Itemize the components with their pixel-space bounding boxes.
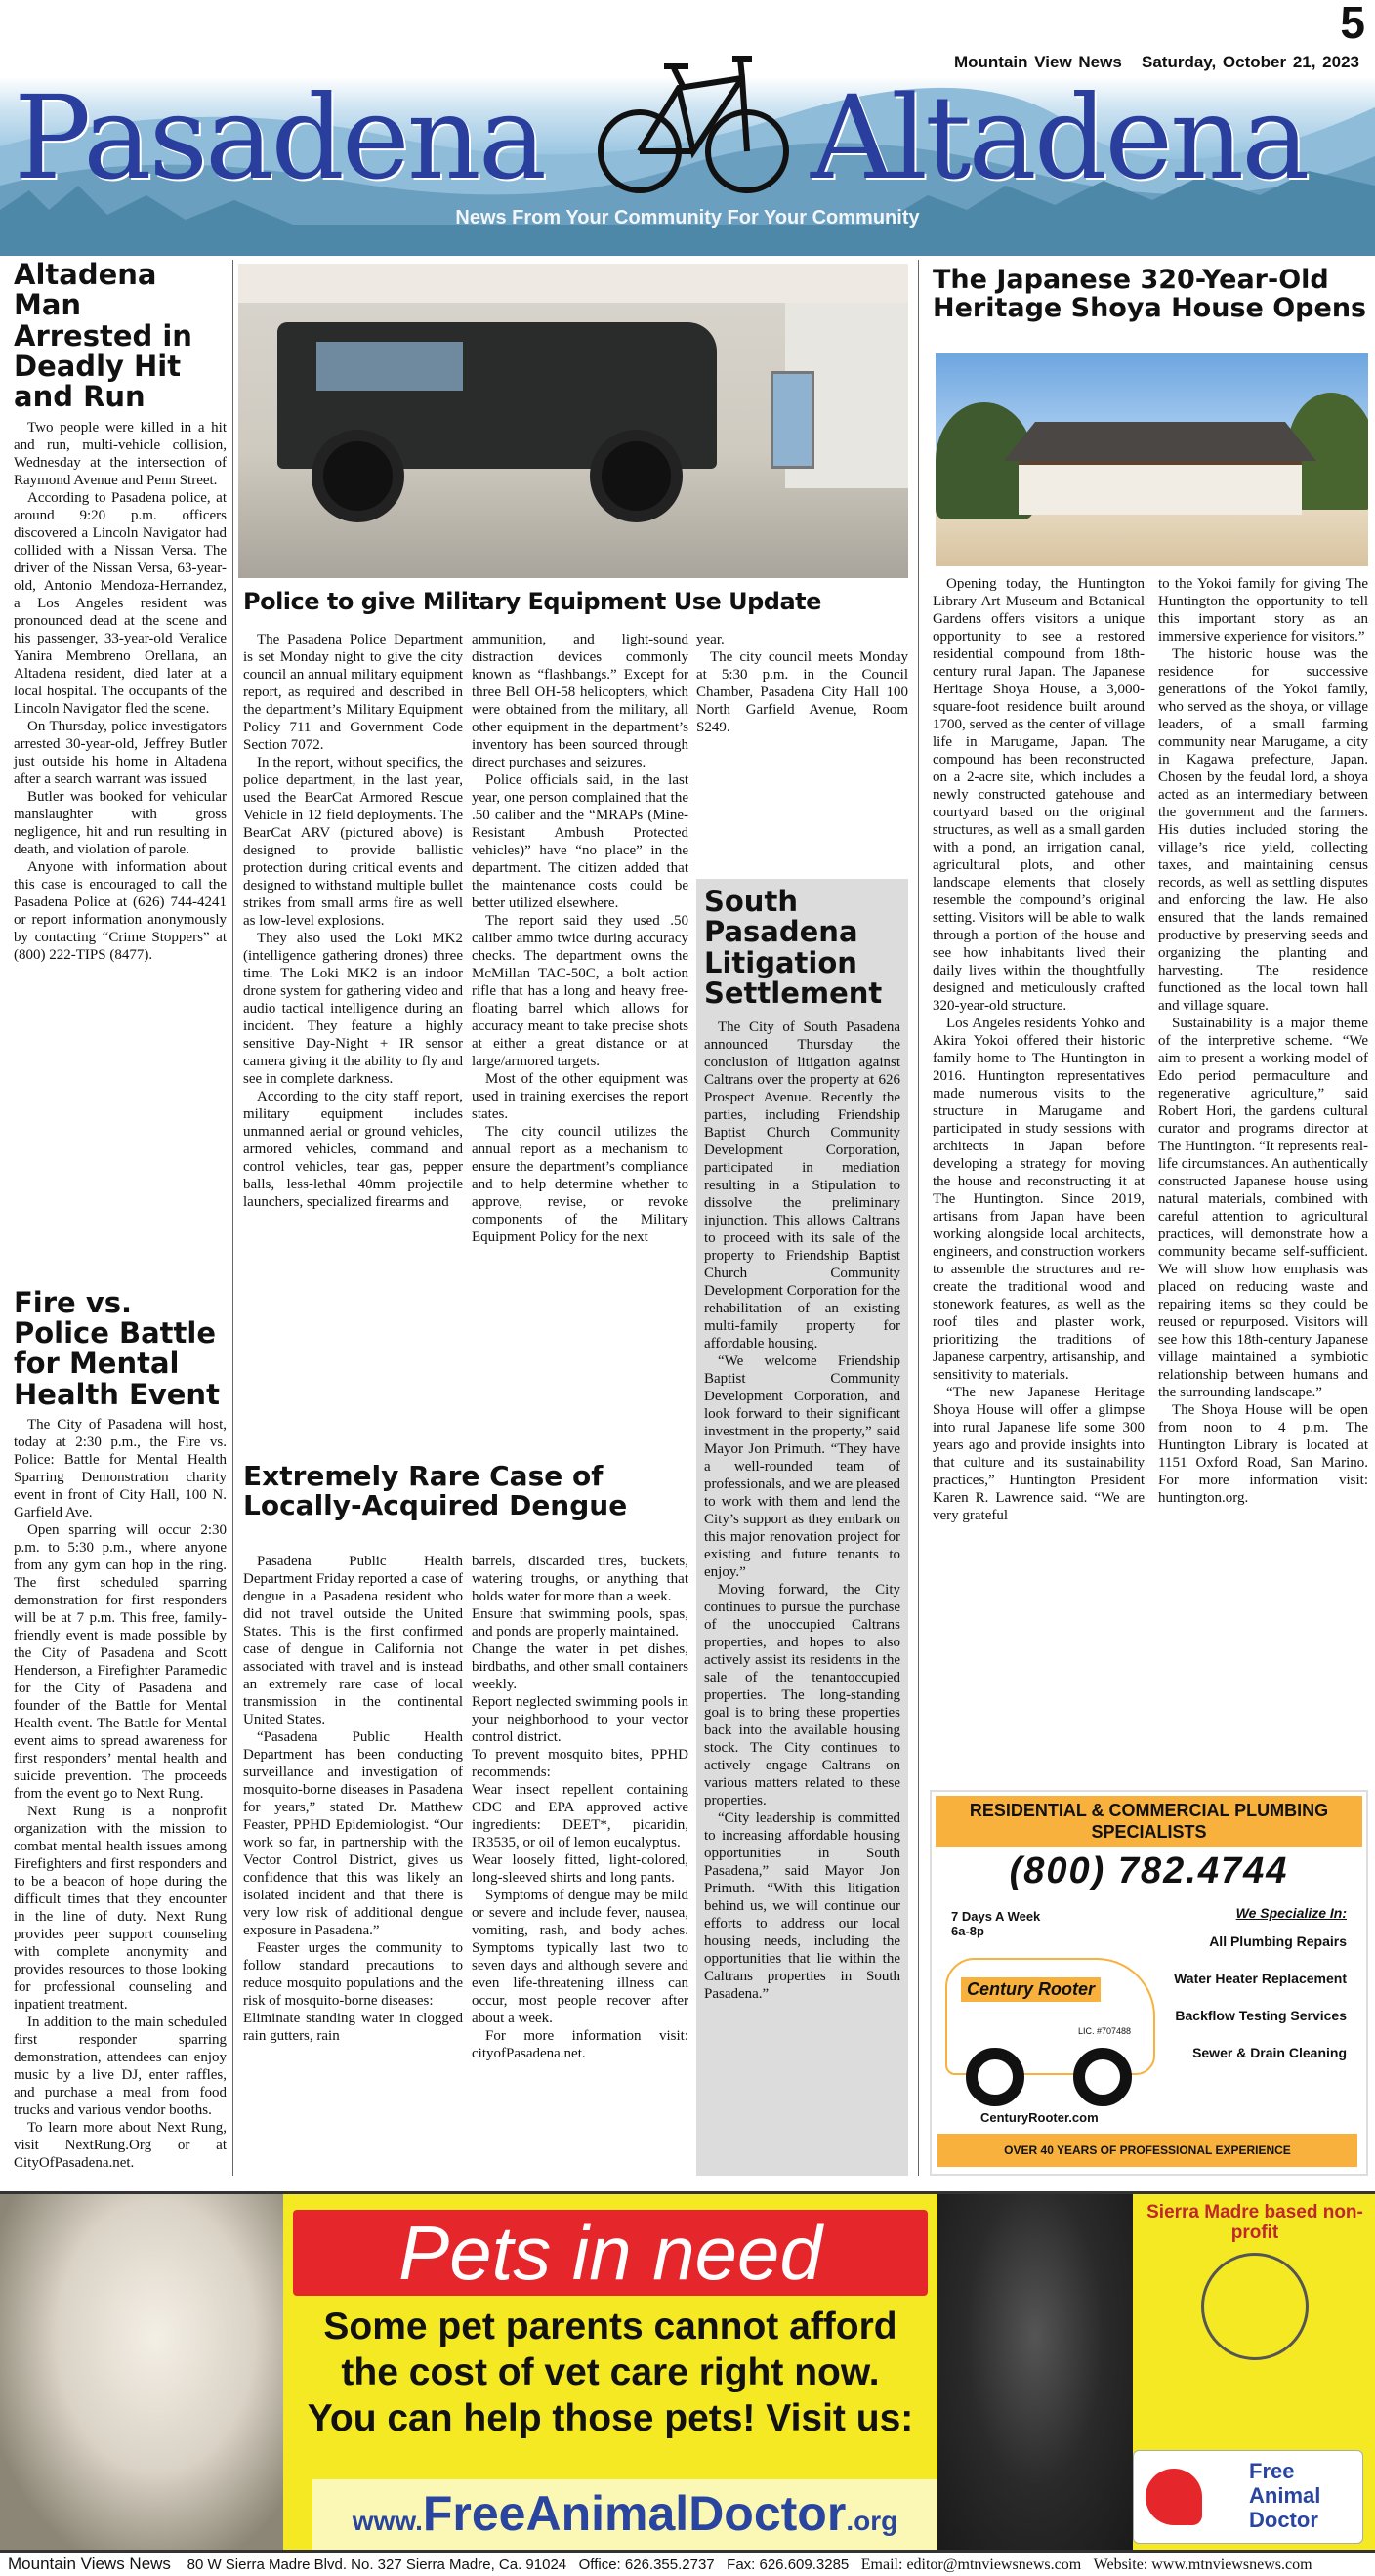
masthead	[0, 0, 1375, 256]
ad-title: Pets in need	[293, 2210, 928, 2296]
article-body	[14, 419, 227, 964]
article-shoya-col1	[933, 575, 1145, 1784]
article-dengue-col2	[472, 1553, 688, 2178]
paragraph: “City leadership is committed to increasing affordable housing opportunities in South Pasadena,” said Mayor Jon Primuth. “With this litigation behind us, we will continue our efforts to address our local housing needs, including the opportunities that lie within the Caltrans properties in South Pasadena.”	[704, 1810, 900, 2003]
paragraph: The historic house was the residence for successive generations of the Yokoi family, who served as the shoya, or village leaders, of a small farming community near Marugame, a city in Kagawa prefecture, Japan. Chosen by the feudal lord, a shoya acted as an intermediary between the government and the farmers. His duties included storing the village’s rice yield, collecting taxes, and maintaining census records, as well as settling disputes and enforcing the law. He also ensured that the lands remained productive by preserving seeds and organizing the planting and harvesting. The residence functioned as the local town hall and village square.	[1158, 646, 1368, 1014]
photo-dog	[938, 2194, 1133, 2550]
paragraph: Open sparring will occur 2:30 p.m. to 5:30 p.m., where anyone from any gym can hop in the ring. The first scheduled sparring demonstration for first responders will be at 7 p.m. This free, family-friendly event is made possible by the City of Pasadena and Scott Henderson, a Firefighter Paramedic for the City of Pasadena and founder of the Battle for Mental Health event. The Battle for Mental event aims to spread awareness for first responders’ mental health and suicide prevention. The proceeds from the event go to Next Rung.	[14, 1522, 227, 1802]
paragraph: Most of the other equipment was used in training exercises the report states.	[472, 1071, 688, 1122]
headline: Extremely Rare Case of Locally-Acquired Dengue	[243, 1460, 628, 1522]
tagline: News From Your Community For Your Community	[455, 207, 920, 229]
article-fire-vs-police	[14, 1285, 227, 2172]
article-shoya-col2	[1158, 575, 1368, 1784]
ad-free-animal-doctor[interactable]	[0, 2191, 1375, 2553]
paragraph: They also used the Loki MK2 (intelligence gathering drones) three time. The Loki MK2 is an indoor drone system for gathering video and audio tactical intelligence during an incident. They feature a highly sensitive Day-Night + IR sensor camera giving it the ability to fly and see in complete darkness.	[243, 931, 463, 1087]
url-prefix: www.	[352, 2506, 423, 2536]
paragraph: In addition to the main scheduled first responder sparring demonstration, attendees can enjoy music by a live DJ, enter raffles, and purchase a meal from food trucks and various vendor booths.	[14, 2015, 227, 2118]
footer-address: 80 W Sierra Madre Blvd. No. 327 Sierra Madre, Ca. 91024	[187, 2556, 567, 2573]
paragraph: Symptoms of dengue may be mild or severe and include fever, nausea, vomiting, rash, and body aches. Symptoms typically last two to seven days and although severe and even life-threatening illness can occur, most people recover after about a week.	[472, 1888, 688, 2026]
ad-website[interactable]: CenturyRooter.com	[980, 2110, 1099, 2125]
city-seal-icon	[1201, 2253, 1309, 2360]
issue-date: Saturday, October 21, 2023	[1141, 53, 1359, 71]
paragraph: The report said they used .50 caliber ammo twice during accuracy checks. The department owns the McMillan TAC-50C, a bolt action rifle that has a long and heavy free-floating barrel which allows for accuracy meant to take precise shots at either a great distance or at large/armored targets.	[472, 913, 688, 1069]
paragraph: Wear insect repellent containing CDC and EPA approved active ingredients: DEET*, picaridin, IR3535, or oil of lemon eucalyptus.	[472, 1782, 688, 1850]
footer-office: Office: 626.355.2737	[578, 2556, 715, 2573]
paragraph: Police officials said, in the last year, one person complained that the .50 caliber and the “MRAPs (Mine-Resistant Ambush Protected vehicles)” have “no place” in the department. The citizen added that the maintenance costs could be better utilized elsewhere.	[472, 772, 688, 911]
ad-line: the cost of vet care right now.	[341, 2351, 880, 2393]
paragraph: The City of Pasadena will host, today at 2:30 p.m., the Fire vs. Police: Battle for Mental Health Sparring Demonstration charity event in front of City Hall, 100 N. Garfield Ave.	[14, 1417, 227, 1520]
paragraph: For more information visit: cityofPasadena.net.	[472, 2028, 688, 2061]
paragraph: Anyone with information about this case is encouraged to call the Pasadena Police at (626) 744-4241 or report information anonymously by contacting “Crime Stoppers” at (800) 222-TIPS (8477).	[14, 858, 227, 963]
url-main: FreeAnimalDoctor	[422, 2486, 847, 2541]
ad-services	[1171, 1933, 1347, 2060]
ad-badge: Sierra Madre based non-profit	[1146, 2202, 1363, 2243]
paragraph: Wear loosely fitted, light-colored, long-sleeved shirts and long pants.	[472, 1852, 688, 1886]
service-item: Sewer & Drain Cleaning	[1192, 2045, 1347, 2060]
paragraph: The city council utilizes the annual report as a mechanism to ensure the department’s compliance and to help determine whether to approve, revise, or revoke components of the Military Equipment Policy for the next	[472, 1124, 688, 1245]
ad-century-rooter[interactable]	[930, 1790, 1368, 2176]
ad-hours	[951, 1909, 1040, 1938]
paragraph: Change the water in pet dishes, birdbaths, and other small containers weekly.	[472, 1641, 688, 1692]
url-suffix: .org	[846, 2506, 898, 2536]
paragraph: Los Angeles residents Yohko and Akira Yokoi offered their historic family home to The Huntington in 2016. Huntington representatives made numerous visits to the structure in Marugame and participated in study sessions with architects in Japan before developing a strategy for moving the house and reconstructing it at The Huntington. Since 2019, artisans from Japan have been working alongside local architects, engineers, and construction workers to assemble the structures and re-create the traditional wood and stonework features, as well as the roof tiles and plaster work, prioritizing the traditions of Japanese carpentry, artisanship, and sensitivity to materials.	[933, 1016, 1145, 1383]
article-dengue-col1	[243, 1553, 463, 2178]
paragraph: Opening today, the Huntington Library Art Museum and Botanical Gardens offers visitors a unique opportunity to see a restored residential compound from 18th-century rural Japan. The Japanese Heritage Shoya House, a 3,000-square-foot residence built around 1700, served as the center of village life in Marugame, Japan. The compound has been reconstructed on a 2-acre site, which includes a newly constructed gatehouse and courtyard based on the original structures, as well as a small garden with a pond, an irrigation canal, agricultural plots, and other landscape elements that closely resemble the compound’s original setting. Visitors will be able to walk through a portion of the house and see how inhabitants lived their daily lives within the thoughtfully designed and meticulously crafted 320-year-old structure.	[933, 576, 1145, 1014]
photo-bearcat-vehicle	[238, 264, 908, 578]
article-police-col1	[243, 631, 463, 1447]
footer	[8, 2555, 1370, 2574]
dateline	[954, 53, 1359, 72]
van-wheel	[1073, 2048, 1132, 2106]
masthead-title-altadena: Altadena	[811, 70, 1308, 205]
logo-text: Free Animal Doctor	[1249, 2459, 1321, 2532]
paragraph: “Pasadena Public Health Department has been conducting surveillance and investigation of mosquito-borne diseases in Pasadena for years,” stated Dr. Matthew Feaster, PPHD Epidemiologist. “Our work so far, in partnership with the Vector Control District, gives us confidence that this was likely an isolated incident and that there is very low risk of additional dengue exposure in Pasadena.”	[243, 1729, 463, 1938]
photo-chihuahua	[0, 2194, 283, 2550]
paragraph: “We welcome Friendship Baptist Community Development Corporation, and look forward to their significant investment in the property,” said Mayor Jon Primuth. “They have a well-rounded team of professionals, and we are pleased to work with them and lend the City’s support as they embark on this major renovation project for existing and future tenants to enjoy.”	[704, 1353, 900, 1581]
paragraph: The City of South Pasadena announced Thursday the conclusion of litigation against Caltrans over the property at 626 Prospect Avenue. Recently the parties, including Friendship Baptist Church Community Development Corporation, participated in mediation resulting in a Stipulation to dissolve the preliminary injunction. This allows Caltrans to proceed with its sale of the property to Friendship Baptist Church Community Development Corporation for the rehabilitation of an existing multi-family property for affordable housing.	[704, 1019, 900, 1352]
footer-email[interactable]: Email: editor@mtnviewsnews.com	[860, 2556, 1082, 2573]
paragraph: Eliminate standing water in clogged rain gutters, rain	[243, 2011, 463, 2044]
paragraph: barrels, discarded tires, buckets, watering troughs, or anything that holds water for more than a week.	[472, 1554, 688, 1604]
hours-time: 6a-8p	[951, 1924, 984, 1938]
service-item: All Plumbing Repairs	[1209, 1933, 1347, 1949]
article-hit-and-run	[14, 260, 227, 964]
paragraph: The city council meets Monday at 5:30 p.m. in the Council Chamber, Pasadena City Hall 100 North Garfield Avenue, Room S249.	[696, 649, 908, 735]
ad-line: Some pet parents cannot afford	[323, 2306, 897, 2347]
paragraph: To prevent mosquito bites, PPHD recommends:	[472, 1747, 688, 1780]
column-divider	[918, 260, 919, 2176]
heart-icon	[1146, 2469, 1202, 2525]
service-item: Backflow Testing Services	[1175, 2008, 1347, 2023]
van-wheel	[966, 2048, 1024, 2106]
ad-url[interactable]	[312, 2479, 938, 2550]
headline: South Pasadena Litigation Settlement	[704, 885, 883, 1010]
paragraph: Next Rung is a nonprofit organization with the mission to combat mental health issues among Firefighters and first responders and to be a beacon of hope during the difficult times that they encounter in the line of duty. Next Rung provides peer support counseling with complete anonymity and provides resources to those looking for professional counseling and inpatient treatment.	[14, 1804, 227, 2013]
paragraph: In the report, without specifics, the police department, in the last year, used the BearCat Armored Rescue Vehicle in 12 field deployments. The BearCat ARV (pictured above) is designed to provide ballistic protection during critical events and designed to withstand multiple bullet strikes from small arms fire as well as low-level explosions.	[243, 755, 463, 929]
paragraph: Ensure that swimming pools, spas, and ponds are properly maintained.	[472, 1606, 688, 1640]
ad-title: RESIDENTIAL & COMMERCIAL PLUMBING SPECIALISTS	[936, 1796, 1362, 1847]
ad-license: LIC. #707488	[1078, 2026, 1132, 2036]
article-police-col3	[696, 631, 908, 875]
paragraph: Moving forward, the City continues to pursue the purchase of the unoccupied Caltrans properties, and hopes to also actively assist its residents in the sale of the tenantoccupied properties. The long-standing goal is to bring these properties back into the available housing stock. The City continues to actively engage Caltrans on various matters related to these properties.	[704, 1582, 900, 1809]
headline: Police to give Military Equipment Use Update	[243, 588, 821, 615]
paragraph: Two people were killed in a hit and run, multi-vehicle collision, Wednesday at the intersection of Raymond Avenue and Penn Street.	[14, 419, 227, 488]
footer-paper: Mountain Views News	[8, 2555, 171, 2573]
masthead-title-pasadena: Pasadena	[14, 70, 545, 205]
ad-banner: OVER 40 YEARS OF PROFESSIONAL EXPERIENCE	[938, 2134, 1357, 2167]
ad-logo: Century Rooter	[961, 1977, 1101, 2002]
article-police-col2	[472, 631, 688, 1447]
ad-phone: (800) 782.4744	[1009, 1850, 1289, 1891]
article-body	[14, 1416, 227, 2172]
paragraph: Sustainability is a major theme of the interpretive scheme. “We aim to present a working model of Edo period permaculture and regenerative agriculture,” said Robert Hori, the gardens cultural curator and programs director at The Huntington. “It represents real-life circumstances. An authentically constructed Japanese house using natural materials, combined with careful attention to agricultural practices, will demonstrate how a community became self-sufficient. We will show how emphasis was placed on reducing waste and repairing items so they could be reused or repurposed. Visitors will see how this 18th-century Japanese village maintained a symbiotic relationship between humans and the surrounding landscape.”	[1158, 1016, 1368, 1400]
ad-body	[283, 2304, 938, 2441]
ad-specialize-label: We Specialize In:	[1235, 1905, 1347, 1921]
service-item: Water Heater Replacement	[1174, 1971, 1347, 1986]
ad-line: You can help those pets! Visit us:	[307, 2397, 914, 2439]
footer-website[interactable]: Website: www.mtnviewsnews.com	[1093, 2556, 1312, 2573]
paragraph: On Thursday, police investigators arrested 30-year-old, Jeffrey Butler just outside his home in Altadena after a search warrant was issued	[14, 718, 227, 787]
paragraph: Butler was booked for vehicular manslaughter with gross negligence, hit and run resulting in death, and violation of parole.	[14, 788, 227, 857]
paragraph: Feaster urges the community to follow standard precautions to reduce mosquito populations and the risk of mosquito-borne diseases:	[243, 1940, 463, 2009]
page-number: 5	[1340, 0, 1365, 48]
footer-fax: Fax: 626.609.3285	[727, 2556, 850, 2573]
article-south-pasadena	[696, 879, 908, 2176]
free-animal-doctor-logo	[1133, 2450, 1363, 2544]
headline: Altadena Man Arrested in Deadly Hit and Run	[14, 258, 192, 414]
column-divider	[232, 260, 233, 2176]
paragraph: year.	[696, 632, 725, 647]
bicycle-icon	[596, 39, 791, 195]
paragraph: According to the city staff report, military equipment includes unmanned aerial or ground vehicles, armored vehicles, command and control vehicles, tear gas, pepper balls, less-lethal 40mm projectile launchers, specialized firearms and	[243, 1089, 463, 1210]
paragraph: Pasadena Public Health Department Friday reported a case of dengue in a Pasadena resident who did not travel outside the United States. This is the first confirmed case of dengue in California not associated with travel and is instead an extremely rare case of local transmission in the continental United States.	[243, 1554, 463, 1727]
paragraph: To learn more about Next Rung, visit NextRung.Org or at CityOfPasadena.net.	[14, 2120, 227, 2171]
hours-days: 7 Days A Week	[951, 1909, 1041, 1924]
article-body	[704, 1018, 900, 2141]
paragraph: to the Yokoi family for giving The Huntington the opportunity to tell this important story as an immersive experience for visitors.”	[1158, 576, 1368, 644]
headline: Fire vs. Police Battle for Mental Health Event	[14, 1285, 220, 1411]
photo-shoya-house	[936, 353, 1368, 566]
paragraph: According to Pasadena police, at around 9:20 p.m. officers discovered a Lincoln Navigator had collided with a Nissan Versa. The driver of the Nissan Versa, 63-year-old, Antonio Mendoza-Hernandez, a Los Angeles resident was pronounced dead at the scene and his passenger, 33-year-old Veralice Yanira Membreno Orellana, an Altadena resident, died later at a local hospital. The occupants of the Lincoln Navigator fled the scene.	[14, 489, 227, 717]
paragraph: Report neglected swimming pools in your neighborhood to your vector control district.	[472, 1694, 688, 1745]
paragraph: ammunition, and light-sound distraction devices commonly known as “flashbangs.” Except for three Bell OH-58 helicopters, which were obtained from the military, all other equipment in the department’s inventory has been sourced through direct purchases and seizures.	[472, 632, 688, 770]
paper-name: Mountain View News	[953, 53, 1122, 71]
paragraph: The Pasadena Police Department is set Monday night to give the city council an annual military equipment report, as required and described in the department’s Military Equipment Policy 711 and Government Code Section 7072.	[243, 632, 463, 753]
paragraph: “The new Japanese Heritage Shoya House will offer a glimpse into rural Japanese life some 300 years ago and provide insights into that culture and its sustainability practices,” Huntington President Karen R. Lawrence said. “We are very grateful	[933, 1385, 1145, 1523]
paragraph: The Shoya House will be open from noon to 4 p.m. The Huntington Library is located at 1151 Oxford Road, San Marino. For more information visit: huntington.org.	[1158, 1402, 1368, 1506]
headline: The Japanese 320-Year-Old Heritage Shoya House Opens	[933, 265, 1367, 324]
